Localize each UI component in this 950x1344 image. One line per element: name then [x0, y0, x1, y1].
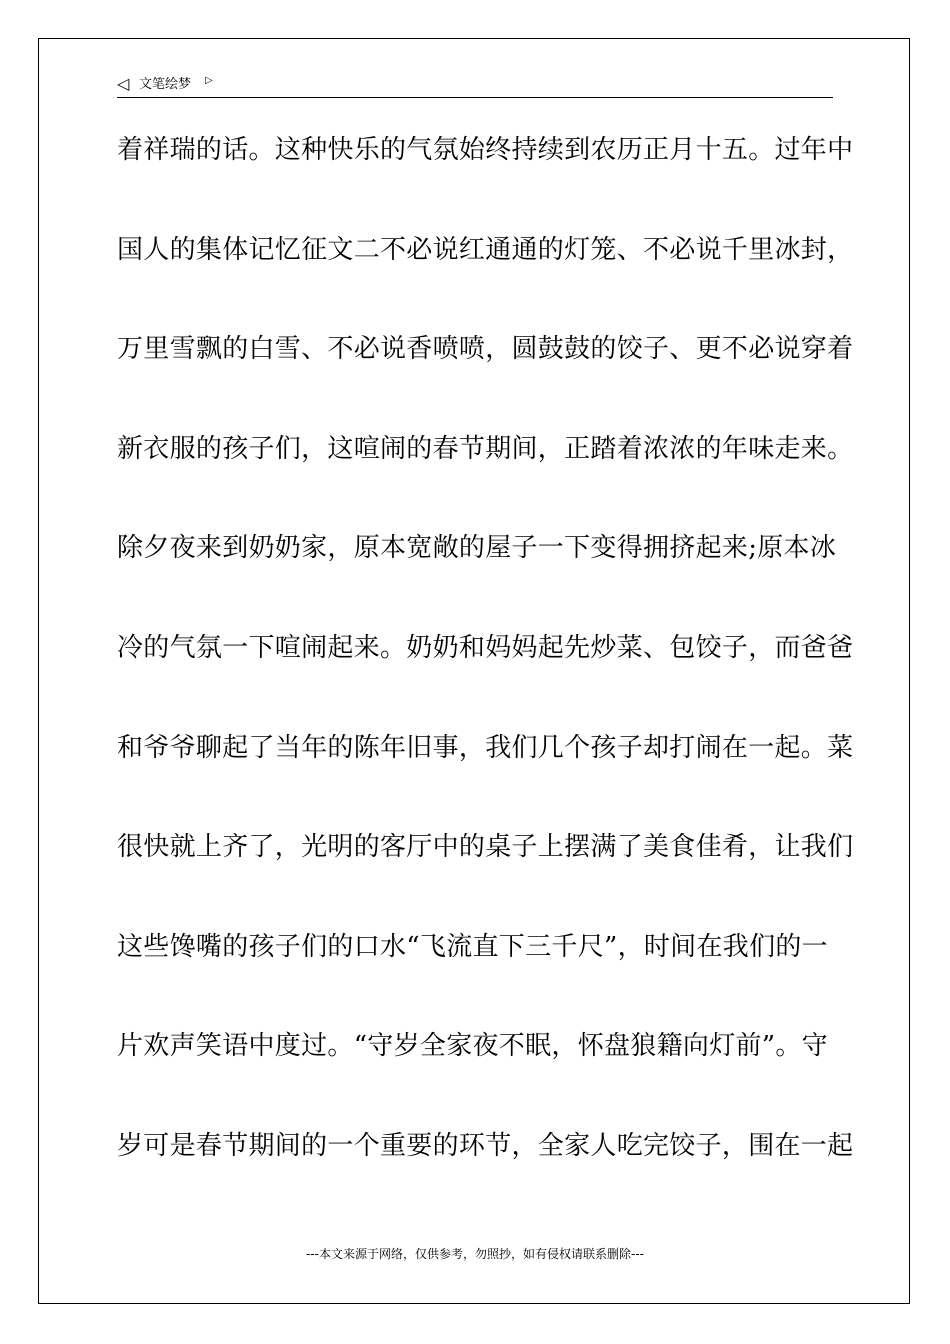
- text-line: 冷的气氛一下喧闹起来。奶奶和妈妈起先炒菜、包饺子，而爸爸: [117, 632, 854, 663]
- triangle-right-icon: ▷: [205, 75, 213, 86]
- header-title: 文笔绘梦: [139, 77, 192, 92]
- text-line: 万里雪飘的白雪、不必说香喷喷，圆鼓鼓的饺子、更不必说穿着: [117, 334, 854, 365]
- text-line: 新衣服的孩子们，这喧闹的春节期间，正踏着浓浓的年味走来。: [117, 433, 854, 464]
- text-line: 着祥瑞的话。这种快乐的气氛始终持续到农历正月十五。过年中: [117, 135, 854, 165]
- triangle-left-icon: ◁: [117, 74, 130, 93]
- page-footer: ---本文来源于网络，仅供参考，勿照抄，如有侵权请联系删除---: [306, 1247, 644, 1261]
- text-line: 岁可是春节期间的一个重要的环节，全家人吃完饺子，围在一起: [117, 1130, 854, 1161]
- page-header: [117, 72, 833, 98]
- document-body: [117, 130, 854, 1226]
- text-line: 片欢声笑语中度过。“守岁全家夜不眠，怀盘狼籍向灯前”。守: [117, 1031, 828, 1062]
- text-line: 很快就上齐了，光明的客厅中的桌子上摆满了美食佳肴，让我们: [117, 832, 854, 863]
- text-line: 和爷爷聊起了当年的陈年旧事，我们几个孩子却打闹在一起。菜: [117, 732, 854, 763]
- text-line: 除夕夜来到奶奶家，原本宽敞的屋子一下变得拥挤起来;原本冰: [117, 533, 837, 564]
- text-line: 这些馋嘴的孩子们的口水“飞流直下三千尺”，时间在我们的一: [117, 931, 828, 962]
- text-line: 国人的集体记忆征文二不必说红通通的灯笼、不必说千里冰封，: [117, 234, 854, 265]
